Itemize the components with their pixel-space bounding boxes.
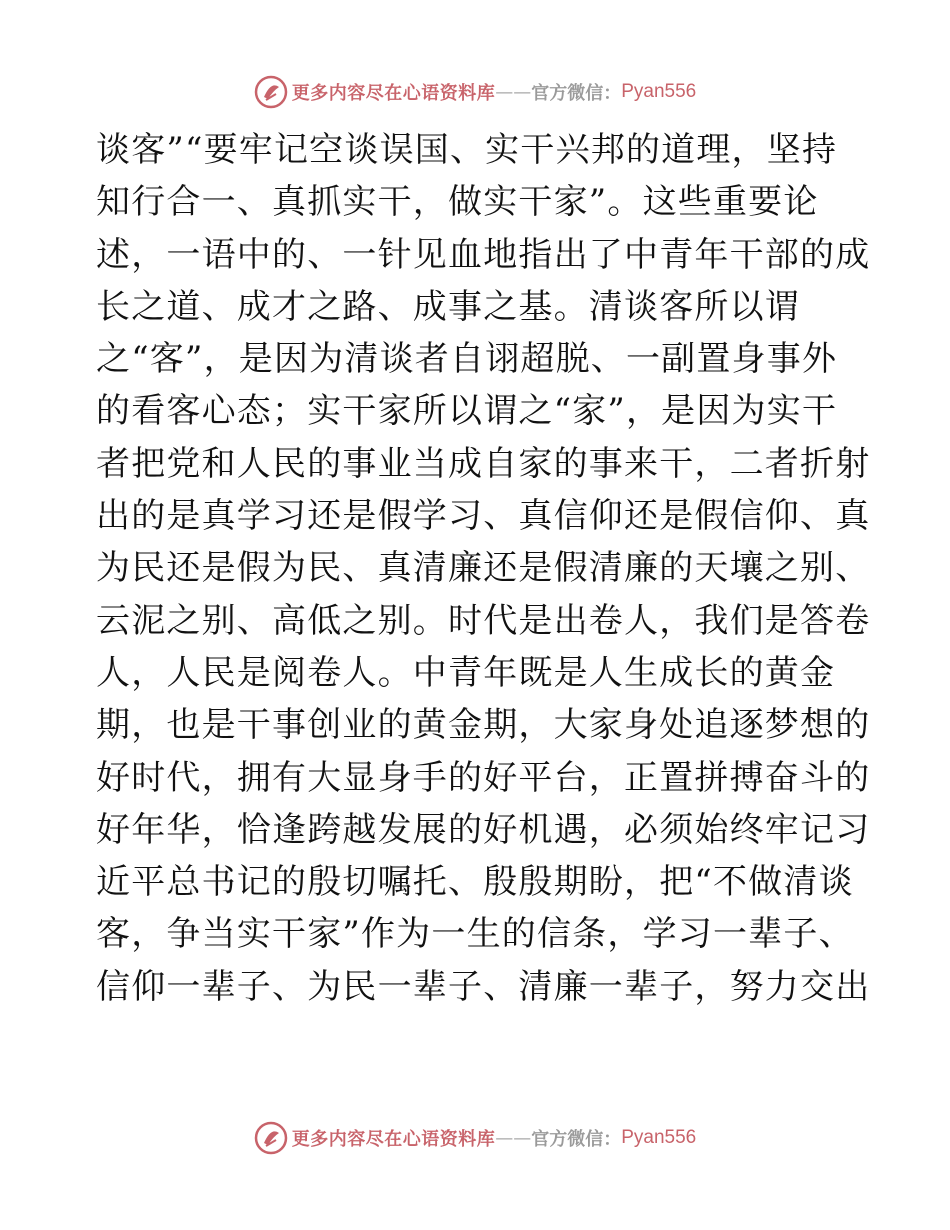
banner-slogan: 更多内容尽在心语资料库: [291, 1129, 496, 1150]
text-line: 之“客”，是因为清谈者自诩超脱、一副置身事外: [96, 339, 838, 380]
text-line: 知行合一、真抓实干，做实干家”。这些重要论: [96, 182, 819, 223]
text-line: 出的是真学习还是假学习、真信仰还是假信仰、真: [96, 496, 871, 537]
text-line: 信仰一辈子、为民一辈子、清廉一辈子，努力交出: [96, 966, 871, 1007]
red-seal-logo-icon: [254, 75, 288, 109]
text-line: 近平总书记的殷切嘱托、殷殷期盼，把“不做清谈: [96, 862, 854, 903]
banner-slogan: 更多内容尽在心语资料库: [291, 83, 496, 104]
header-banner: [0, 72, 950, 112]
banner-wechat-label: 官方微信：: [531, 1129, 622, 1150]
banner-wechat-label: 官方微信：: [531, 83, 622, 104]
footer-banner: [0, 1118, 950, 1158]
banner-wechat-id: Pyan556: [621, 81, 697, 102]
text-line: 述，一语中的、一针见血地指出了中青年干部的成: [96, 234, 871, 275]
text-line: 好时代，拥有大显身手的好平台，正置拼搏奋斗的: [96, 757, 871, 798]
banner-wechat-id: Pyan556: [621, 1127, 697, 1148]
text-line: 好年华，恰逢跨越发展的好机遇，必须始终牢记习: [96, 809, 871, 850]
text-line: 谈客”“要牢记空谈误国、实干兴邦的道理，坚持: [96, 130, 838, 170]
text-line: 期，也是干事创业的黄金期，大家身处追逐梦想的: [96, 705, 871, 746]
text-line: 长之道、成才之路、成事之基。清谈客所以谓: [96, 286, 800, 327]
text-line: 的看客心态；实干家所以谓之“家”，是因为实干: [96, 391, 838, 432]
text-line: 客，争当实干家”作为一生的信条，学习一辈子、: [96, 914, 854, 955]
text-line: 者把党和人民的事业当成自家的事来干，二者折射: [96, 443, 871, 484]
text-line: 云泥之别、高低之别。时代是出卷人，我们是答卷: [96, 600, 871, 641]
document-body: [96, 124, 871, 1013]
text-line: 为民还是假为民、真清廉还是假清廉的天壤之别、: [96, 548, 871, 589]
banner-separator: ——: [495, 81, 532, 103]
text-line: 人，人民是阅卷人。中青年既是人生成长的黄金: [96, 652, 836, 693]
red-seal-logo-icon: [254, 1121, 288, 1155]
banner-separator: ——: [495, 1127, 532, 1149]
